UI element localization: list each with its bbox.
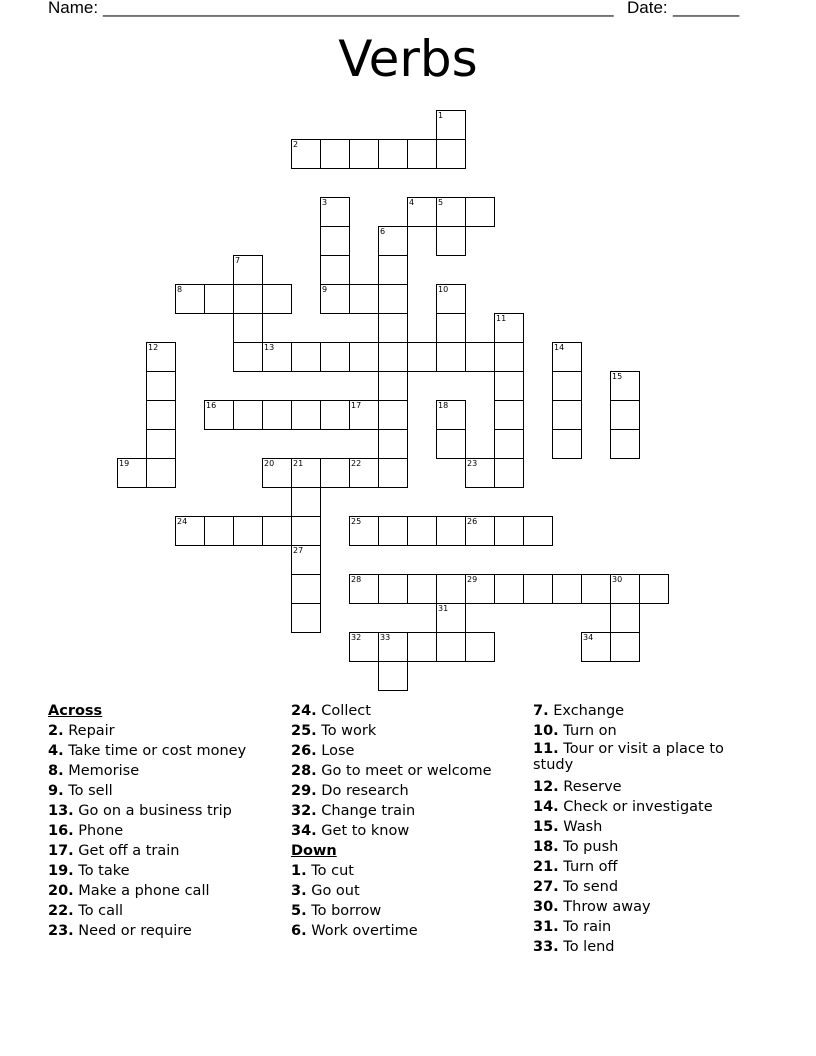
clue-number: 16. [48, 823, 74, 839]
grid-cell[interactable] [436, 313, 466, 343]
down-clue [291, 921, 526, 941]
grid-cell[interactable] [320, 400, 350, 430]
grid-cell[interactable] [407, 197, 437, 227]
clues-column-2 [291, 701, 526, 941]
clue-number: 12. [533, 779, 559, 795]
clue-number: 20 [264, 459, 275, 468]
clue-text: To work [316, 723, 377, 739]
clue-number: 22. [48, 903, 74, 919]
grid-cell[interactable] [378, 139, 408, 169]
grid-cell[interactable] [262, 400, 292, 430]
clue-text: Turn off [558, 859, 618, 875]
grid-cell[interactable] [320, 458, 350, 488]
across-clue [48, 901, 283, 921]
grid-cell[interactable] [349, 632, 379, 662]
across-heading: Across [48, 703, 103, 719]
down-clue [533, 777, 768, 797]
grid-cell[interactable] [320, 342, 350, 372]
grid-cell[interactable] [465, 197, 495, 227]
clue-text: To rain [558, 919, 612, 935]
grid-cell[interactable] [523, 516, 553, 546]
grid-cell[interactable] [349, 342, 379, 372]
clue-text: Wash [558, 819, 603, 835]
clue-number: 27 [293, 546, 304, 555]
grid-cell[interactable] [378, 632, 408, 662]
across-clue [48, 821, 283, 841]
clue-number: 10 [438, 285, 449, 294]
clue-text: Get to know [316, 823, 410, 839]
grid-cell[interactable] [291, 139, 321, 169]
grid-cell[interactable] [465, 516, 495, 546]
clue-number: 29 [467, 575, 478, 584]
grid-cell[interactable] [581, 632, 611, 662]
grid-cell[interactable] [233, 255, 263, 285]
grid-cell[interactable] [204, 516, 234, 546]
clue-text: To lend [558, 939, 615, 955]
clue-text: Lose [316, 743, 355, 759]
grid-cell[interactable] [291, 545, 321, 575]
grid-cell[interactable] [610, 400, 640, 430]
grid-cell[interactable] [436, 284, 466, 314]
down-clue [533, 937, 768, 957]
clue-text: To borrow [306, 903, 382, 919]
clue-number: 2 [293, 140, 299, 149]
grid-cell[interactable] [146, 342, 176, 372]
grid-cell[interactable] [465, 342, 495, 372]
grid-cell[interactable] [494, 458, 524, 488]
grid-cell[interactable] [465, 574, 495, 604]
date-label: Date: [627, 0, 668, 17]
down-clue [533, 877, 768, 897]
clues-column-3 [533, 701, 768, 957]
clue-text: Go on a business trip [73, 803, 232, 819]
grid-cell[interactable] [407, 632, 437, 662]
down-clue [533, 857, 768, 877]
grid-cell[interactable] [320, 255, 350, 285]
clue-number: 31 [438, 604, 449, 613]
grid-cell[interactable] [523, 574, 553, 604]
grid-cell[interactable] [349, 139, 379, 169]
clue-number: 7. [533, 703, 549, 719]
grid-cell[interactable] [436, 603, 466, 633]
clue-number: 28 [351, 575, 362, 584]
clue-number: 27. [533, 879, 559, 895]
grid-cell[interactable] [552, 400, 582, 430]
grid-cell[interactable] [378, 400, 408, 430]
clue-number: 34. [291, 823, 317, 839]
clue-number: 11 [496, 314, 507, 323]
clue-number: 30. [533, 899, 559, 915]
grid-cell[interactable] [233, 342, 263, 372]
grid-cell[interactable] [378, 342, 408, 372]
grid-cell[interactable] [204, 400, 234, 430]
clue-number: 6. [291, 923, 307, 939]
grid-cell[interactable] [378, 516, 408, 546]
clue-number: 23. [48, 923, 74, 939]
grid-cell[interactable] [610, 574, 640, 604]
grid-cell[interactable] [436, 226, 466, 256]
grid-cell[interactable] [378, 226, 408, 256]
down-clue [291, 901, 526, 921]
clue-number: 23 [467, 459, 478, 468]
across-clue [291, 701, 526, 721]
grid-cell[interactable] [349, 400, 379, 430]
down-clue [533, 837, 768, 857]
clue-text: To send [558, 879, 619, 895]
clue-number: 4. [48, 743, 64, 759]
grid-cell[interactable] [146, 400, 176, 430]
grid-cell[interactable] [552, 371, 582, 401]
grid-cell[interactable] [610, 632, 640, 662]
grid-cell[interactable] [552, 574, 582, 604]
clue-number: 17. [48, 843, 74, 859]
grid-cell[interactable] [465, 458, 495, 488]
grid-cell[interactable] [320, 197, 350, 227]
grid-cell[interactable] [291, 574, 321, 604]
grid-cell[interactable] [262, 458, 292, 488]
grid-cell[interactable] [291, 342, 321, 372]
clue-text: Go out [306, 883, 360, 899]
clue-text: Exchange [548, 703, 625, 719]
clue-text: Reserve [558, 779, 622, 795]
clue-number: 18. [533, 839, 559, 855]
name-line[interactable]: ______________________________________________________ [103, 0, 614, 17]
clue-number: 33. [533, 939, 559, 955]
across-clue [291, 761, 526, 781]
across-clue [48, 861, 283, 881]
clue-number: 29. [291, 783, 317, 799]
date-line[interactable]: _______ [673, 0, 740, 17]
grid-cell[interactable] [552, 342, 582, 372]
grid-cell[interactable] [320, 284, 350, 314]
clue-number: 15. [533, 819, 559, 835]
grid-cell[interactable] [494, 313, 524, 343]
across-clue [48, 801, 283, 821]
clue-text: To take [73, 863, 130, 879]
grid-cell[interactable] [146, 429, 176, 459]
grid-cell[interactable] [291, 516, 321, 546]
across-clue [48, 721, 283, 741]
grid-cell[interactable] [436, 632, 466, 662]
across-clue [291, 821, 526, 841]
clue-number: 14 [554, 343, 565, 352]
down-clue [291, 861, 526, 881]
grid-cell[interactable] [494, 429, 524, 459]
clue-number: 24 [177, 517, 188, 526]
name-label: Name: [48, 0, 99, 17]
clue-text: Turn on [558, 723, 617, 739]
across-clue [291, 721, 526, 741]
clue-number: 13. [48, 803, 74, 819]
grid-cell[interactable] [204, 284, 234, 314]
across-clue [48, 841, 283, 861]
clue-text: To sell [63, 783, 113, 799]
clue-number: 6 [380, 227, 386, 236]
down-clue [533, 701, 768, 721]
grid-cell[interactable] [465, 632, 495, 662]
clue-text: Repair [63, 723, 115, 739]
grid-cell[interactable] [494, 371, 524, 401]
down-heading: Down [291, 843, 337, 859]
grid-cell[interactable] [494, 574, 524, 604]
grid-cell[interactable] [407, 516, 437, 546]
clue-number: 26 [467, 517, 478, 526]
clue-number: 32. [291, 803, 317, 819]
clue-number: 8. [48, 763, 64, 779]
grid-cell[interactable] [407, 342, 437, 372]
clue-number: 5. [291, 903, 307, 919]
grid-cell[interactable] [494, 400, 524, 430]
clue-number: 26. [291, 743, 317, 759]
clue-number: 31. [533, 919, 559, 935]
grid-cell[interactable] [349, 284, 379, 314]
grid-cell[interactable] [320, 226, 350, 256]
grid-cell[interactable] [436, 110, 466, 140]
grid-cell[interactable] [378, 429, 408, 459]
grid-cell[interactable] [175, 284, 205, 314]
grid-cell[interactable] [378, 661, 408, 691]
across-clue [291, 741, 526, 761]
clue-number: 9. [48, 783, 64, 799]
clue-number: 1. [291, 863, 307, 879]
clue-number: 4 [409, 198, 415, 207]
grid-cell[interactable] [494, 342, 524, 372]
clue-text: To push [558, 839, 619, 855]
grid-cell[interactable] [407, 574, 437, 604]
across-clue [291, 781, 526, 801]
clue-text: Go to meet or welcome [316, 763, 492, 779]
down-clue [291, 881, 526, 901]
across-clue [291, 801, 526, 821]
clue-number: 25 [351, 517, 362, 526]
clue-number: 21. [533, 859, 559, 875]
clue-number: 32 [351, 633, 362, 642]
clue-number: 9 [322, 285, 328, 294]
grid-cell[interactable] [639, 574, 669, 604]
grid-cell[interactable] [494, 516, 524, 546]
across-clue [48, 881, 283, 901]
grid-cell[interactable] [291, 400, 321, 430]
clue-text: Do research [316, 783, 409, 799]
grid-cell[interactable] [378, 371, 408, 401]
clue-text: Make a phone call [73, 883, 210, 899]
clue-text: Work overtime [306, 923, 418, 939]
clue-text: Phone [73, 823, 124, 839]
across-clue [48, 741, 283, 761]
clue-text: Tour or visit a place to study [533, 741, 724, 773]
grid-cell[interactable] [436, 197, 466, 227]
grid-cell[interactable] [291, 458, 321, 488]
clue-number: 16 [206, 401, 217, 410]
clue-number: 1 [438, 111, 444, 120]
grid-cell[interactable] [407, 139, 437, 169]
grid-cell[interactable] [146, 458, 176, 488]
clue-number: 22 [351, 459, 362, 468]
grid-cell[interactable] [436, 574, 466, 604]
clue-number: 28. [291, 763, 317, 779]
clue-number: 15 [612, 372, 623, 381]
grid-cell[interactable] [175, 516, 205, 546]
clue-number: 10. [533, 723, 559, 739]
clue-text: Check or investigate [558, 799, 713, 815]
clue-number: 25. [291, 723, 317, 739]
grid-cell[interactable] [117, 458, 147, 488]
grid-cell[interactable] [233, 400, 263, 430]
down-clue [533, 817, 768, 837]
grid-cell[interactable] [610, 603, 640, 633]
grid-cell[interactable] [233, 313, 263, 343]
clue-text: Take time or cost money [63, 743, 247, 759]
clue-number: 34 [583, 633, 594, 642]
grid-cell[interactable] [262, 284, 292, 314]
clue-text: Throw away [558, 899, 651, 915]
grid-cell[interactable] [436, 139, 466, 169]
grid-cell[interactable] [262, 516, 292, 546]
clue-number: 17 [351, 401, 362, 410]
down-clue [533, 917, 768, 937]
down-clue [533, 741, 768, 773]
grid-cell[interactable] [378, 284, 408, 314]
grid-cell[interactable] [291, 603, 321, 633]
down-clue [533, 721, 768, 741]
clue-number: 14. [533, 799, 559, 815]
grid-cell[interactable] [610, 371, 640, 401]
clue-text: To call [73, 903, 124, 919]
grid-cell[interactable] [378, 458, 408, 488]
across-clue [48, 761, 283, 781]
grid-cell[interactable] [436, 342, 466, 372]
clue-number: 24. [291, 703, 317, 719]
clue-number: 19 [119, 459, 130, 468]
grid-cell[interactable] [262, 342, 292, 372]
grid-cell[interactable] [436, 516, 466, 546]
clue-text: Get off a train [73, 843, 180, 859]
across-clue [48, 921, 283, 941]
clue-number: 3 [322, 198, 328, 207]
grid-cell[interactable] [378, 574, 408, 604]
clue-text: Need or require [73, 923, 192, 939]
grid-cell[interactable] [581, 574, 611, 604]
across-clue [48, 781, 283, 801]
clue-number: 7 [235, 256, 241, 265]
grid-cell[interactable] [378, 255, 408, 285]
grid-cell[interactable] [146, 371, 176, 401]
grid-cell[interactable] [233, 284, 263, 314]
clue-number: 3. [291, 883, 307, 899]
clue-number: 33 [380, 633, 391, 642]
down-clue [533, 797, 768, 817]
clue-number: 11. [533, 741, 559, 757]
grid-cell[interactable] [436, 400, 466, 430]
clue-text: To cut [306, 863, 354, 879]
clue-number: 13 [264, 343, 275, 352]
grid-cell[interactable] [349, 458, 379, 488]
clue-text: Memorise [63, 763, 140, 779]
down-clue [533, 897, 768, 917]
clue-number: 8 [177, 285, 183, 294]
clue-number: 19. [48, 863, 74, 879]
grid-cell[interactable] [349, 574, 379, 604]
grid-cell[interactable] [552, 429, 582, 459]
clue-text: Collect [316, 703, 371, 719]
grid-cell[interactable] [378, 313, 408, 343]
clue-number: 21 [293, 459, 304, 468]
clue-number: 12 [148, 343, 159, 352]
grid-cell[interactable] [233, 516, 263, 546]
grid-cell[interactable] [349, 516, 379, 546]
clue-number: 5 [438, 198, 444, 207]
grid-cell[interactable] [436, 429, 466, 459]
page-title: Verbs [338, 30, 478, 88]
clue-number: 20. [48, 883, 74, 899]
grid-cell[interactable] [320, 139, 350, 169]
clue-number: 18 [438, 401, 449, 410]
clue-number: 30 [612, 575, 623, 584]
grid-cell[interactable] [291, 487, 321, 517]
clue-number: 2. [48, 723, 64, 739]
grid-cell[interactable] [610, 429, 640, 459]
clues-column-1 [48, 701, 283, 941]
clue-text: Change train [316, 803, 416, 819]
